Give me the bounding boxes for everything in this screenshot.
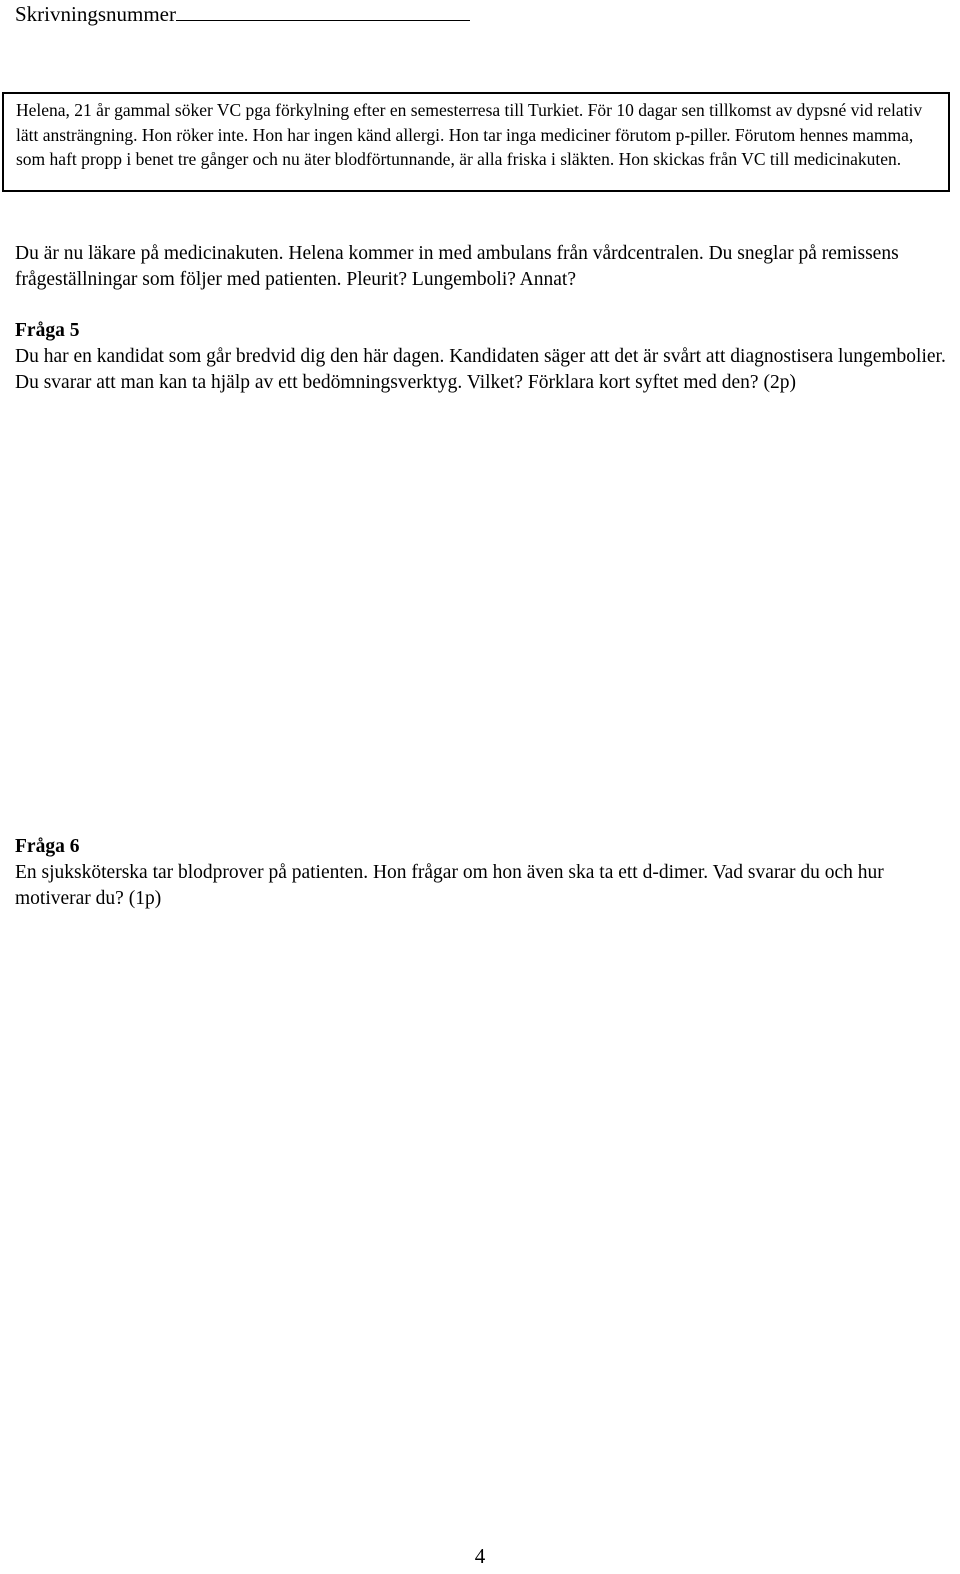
scenario-intro: Du är nu läkare på medicinakuten. Helena kommer in med ambulans från vårdcentralen. Du sneglar på remissens frågeställningar som följer med patienten. Pleurit? Lungemboli? Annat? (15, 243, 899, 290)
question-5-heading: Fråga 5 (15, 320, 80, 341)
exam-number-header (15, 0, 470, 28)
case-description-text: Helena, 21 år gammal söker VC pga förkylning efter en semesterresa till Turkiet. För 10 dagar sen tillkomst av dypsné vid relativ lätt ansträngning. Hon röker inte. Hon har ingen känd allergi. Hon tar inga mediciner förutom p-piller. Förutom hennes mamma, som haft propp i benet tre gånger och nu äter blodförtunnande, är alla friska i släkten. Hon skickas från VC till medicinakuten. (16, 100, 923, 169)
question-6-heading: Fråga 6 (15, 836, 80, 857)
exam-number-label: Skrivningsnummer (15, 2, 176, 26)
page-number: 4 (474, 1544, 486, 1568)
question-5-text: Du har en kandidat som går bredvid dig den här dagen. Kandidaten säger att det är svårt att diagnostisera lungembolier. Du svarar att man kan ta hjälp av ett bedömningsverktyg. Vilket? Förklara kort syftet med den? (2p) (15, 346, 946, 393)
exam-number-field[interactable] (176, 0, 470, 21)
question-6-text: En sjuksköterska tar blodprover på patienten. Hon frågar om hon även ska ta ett d-dimer. Vad svarar du och hur motiverar du? (1p) (15, 862, 884, 909)
case-description-box (2, 92, 950, 192)
